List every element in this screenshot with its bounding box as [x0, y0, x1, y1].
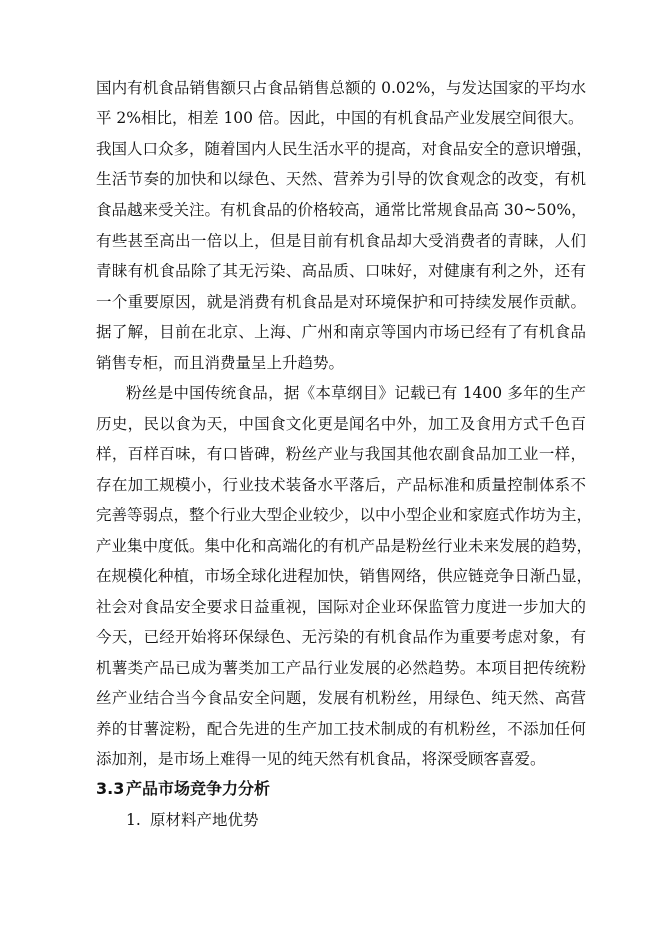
- paragraph-3-line-5: 完善等弱点，整个行业大型企业较少，以中小型企业和家庭式作坊为主，: [96, 506, 593, 524]
- paragraph-3-line-3: 样，百样百味，有口皆碑，粉丝产业与我国其他农副食品加工业一样，: [96, 445, 586, 463]
- paragraph-3-line-13: 添加剂，是市场上难得一见的纯天然有机食品，将深受顾客喜爱。: [96, 750, 546, 768]
- paragraph-3-line-10: 机薯类产品已成为薯类加工产品行业发展的必然趋势。本项目把传统粉: [96, 659, 586, 677]
- paragraph-3-line-7: 在规模化种植，市场全球化进程加快，销售网络，供应链竞争日渐凸显，: [96, 567, 593, 585]
- subsection-title: 原材料产地优势: [150, 811, 259, 829]
- paragraph-2-line-3: 食品越来受关注。有机食品的价格较高，通常比常规食品高 30~50%，: [96, 201, 587, 219]
- paragraph-3-line-9: 今天，已经开始将环保绿色、无污染的有机食品作为重要考虑对象，有: [96, 628, 586, 646]
- paragraph-1-line-2: 平 2%相比，相差 100 倍。因此，中国的有机食品产业发展空间很大。: [96, 109, 584, 127]
- paragraph-3-line-4: 存在加工规模小，行业技术装备水平落后，产品标准和质量控制体系不: [96, 476, 586, 494]
- paragraph-3-line-6: 产业集中度低。集中化和高端化的有机产品是粉丝行业未来发展的趋势，: [96, 537, 593, 555]
- paragraph-3-line-2: 历史，民以食为天，中国食文化更是闻名中外，加工及食用方式千色百: [96, 415, 586, 433]
- paragraph-2-line-6: 一个重要原因，就是消费有机食品是对环境保护和可持续发展作贡献。: [96, 293, 586, 311]
- paragraph-3-line-1: 粉丝是中国传统食品，据《本草纲目》记载已有 1400 多年的生产: [126, 384, 586, 402]
- paragraph-1-line-1: 国内有机食品销售额只占食品销售总额的 0.02%，与发达国家的平均水: [96, 79, 586, 97]
- section-title: 产品市场竞争力分析: [126, 779, 271, 798]
- subsection-number: 1.: [126, 811, 141, 829]
- paragraph-2-line-2: 生活节奏的加快和以绿色、天然、营养为引导的饮食观念的改变，有机: [96, 170, 586, 188]
- paragraph-3-line-11: 丝产业结合当今食品安全问题，发展有机粉丝，用绿色、纯天然、高营: [96, 689, 586, 707]
- paragraph-2-line-1: 我国人口众多，随着国内人民生活水平的提高，对食品安全的意识增强，: [96, 140, 593, 158]
- paragraph-2-line-8: 销售专柜，而且消费量呈上升趋势。: [96, 354, 345, 372]
- paragraph-2-line-7: 据了解，目前在北京、上海、广州和南京等国内市场已经有了有机食品: [96, 323, 586, 341]
- paragraph-2-line-4: 有些甚至高出一倍以上，但是目前有机食品却大受消费者的青睐，人们: [96, 232, 586, 250]
- paragraph-3-line-12: 养的甘薯淀粉，配合先进的生产加工技术制成的有机粉丝，不添加任何: [96, 720, 586, 738]
- section-number: 3.3: [96, 779, 125, 798]
- paragraph-3-line-8: 社会对食品安全要求日益重视，国际对企业环保监管力度进一步加大的: [96, 598, 586, 616]
- subsection-heading: [126, 810, 259, 830]
- section-heading: [96, 779, 270, 799]
- paragraph-2-line-5: 青睐有机食品除了其无污染、高品质、口味好，对健康有利之外，还有: [96, 262, 586, 280]
